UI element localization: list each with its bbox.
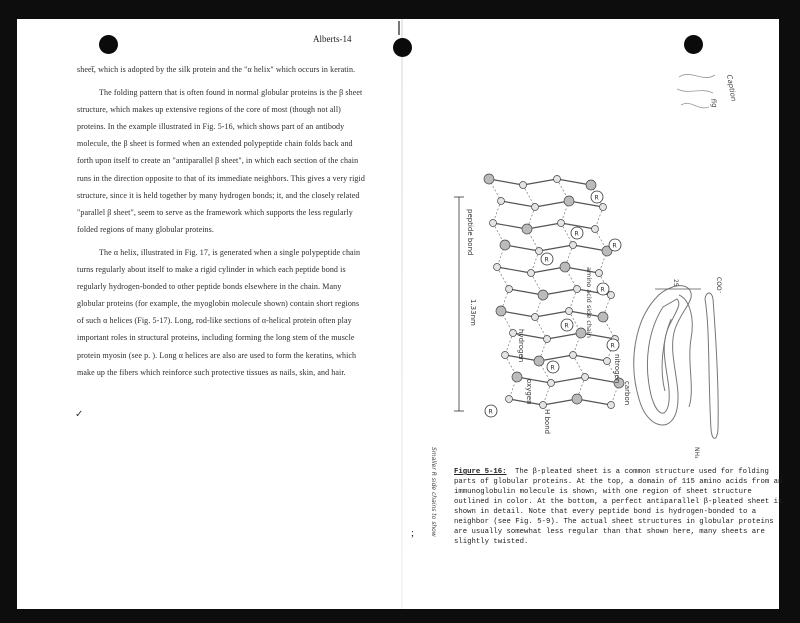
lattice-atom (490, 220, 497, 227)
label-peptide-bond: peptide bond (466, 209, 474, 256)
lattice-bond (551, 377, 585, 383)
lattice-atom (548, 380, 555, 387)
lattice-atom (502, 352, 509, 359)
page-fold (401, 19, 403, 609)
lattice-atom (506, 396, 513, 403)
stray-semicolon: ; (411, 527, 415, 539)
label-length: 1.33nm (469, 299, 477, 326)
lattice-atom (512, 372, 522, 382)
lattice-atom (574, 286, 581, 293)
label-nitrogen: nitrogen (613, 354, 621, 384)
side-chain-label: R (550, 364, 555, 372)
body-text (77, 61, 367, 387)
lattice-atom (536, 248, 543, 255)
punch-hole-right (684, 35, 703, 54)
lattice-atom (564, 196, 574, 206)
lattice-atom (528, 270, 535, 277)
lattice-atom (510, 330, 517, 337)
handwritten-caption: Caption (725, 73, 738, 102)
lattice-atom (570, 242, 577, 249)
label-hydrogen: hydrogen (517, 329, 525, 363)
lattice-atom (576, 328, 586, 338)
label-oxygen: oxygen (525, 379, 533, 405)
lattice-atom (566, 308, 573, 315)
lattice-atom (608, 402, 615, 409)
lattice-bond (573, 355, 607, 361)
protein-ribbon (634, 286, 718, 439)
handwritten-fig: fig (709, 97, 719, 109)
side-chain-label: R (594, 194, 599, 202)
dimension-line (454, 197, 464, 411)
lattice-atom (522, 224, 532, 234)
lattice-atom (560, 262, 570, 272)
lattice-atom (572, 394, 582, 404)
caption-label: Figure 5-16: (454, 468, 507, 476)
lattice-atom (608, 292, 615, 299)
document-page (17, 19, 783, 609)
label-coo: COO⁻ (715, 277, 722, 294)
side-chain-label: R (610, 342, 615, 350)
paragraph-2: The folding pattern that is often found in normal globular proteins is the β sheet structure, which makes up extensive regions of the core of most (though not all) proteins. In the example illustrated in Fig. 5-16, which shows part of an antibody molecule, the β sheet is formed when an extended polypeptide chain folds back and forth upon itself to create an "antiparallel β sheet", in which each section of the chain runs in the direction opposite to that of its immediate neighbors. This gives a very rigid structure, since it is held together by many hydrogen bonds; it, and the closely related "parallel β sheet", seem to serve as the framework which supports the less regularly folded regions of many globular proteins. (77, 88, 365, 234)
page-label: Alberts-14 (313, 34, 352, 44)
lattice-atom (532, 314, 539, 321)
label-carbon: carbon (623, 381, 631, 406)
lattice-atom (484, 174, 494, 184)
punch-hole-left (99, 35, 118, 54)
paragraph-3: The α helix, illustrated in Fig. 17, is generated when a single polypeptide chain turns regularly about itself to make a rigid cylinder in which each peptide bond is regularly hydrogen-bonded to other peptide bonds elsewhere in the chain. Many globular proteins (for example, the myoglobin molecule shown) contain short regions of such α helices (Fig. 5-17). Long, rod-like sections of α-helical protein often play important roles in structural proteins, including forming the long stem of the muscle protein myosin (see p. ). Long α helices are also are used to form the keratins, which make up the fibers which reinforce such protective tissues as nails, skin, and hair. (77, 247, 361, 377)
lattice-atom (534, 356, 544, 366)
figure-caption (454, 467, 784, 547)
lattice-atom (586, 180, 596, 190)
lattice-bond (497, 267, 531, 273)
lattice-atom (570, 352, 577, 359)
label-amino-acid-side-chain: amino acid side chain (585, 267, 593, 338)
lattice-atom (598, 312, 608, 322)
lattice-atom (538, 290, 548, 300)
side-chain-label: R (574, 230, 579, 238)
side-chain-label: R (544, 256, 549, 264)
side-chain-label: R (600, 286, 605, 294)
top-edge-mark (398, 21, 400, 35)
lattice-atom (500, 240, 510, 250)
lattice-atom (532, 204, 539, 211)
label-h-bond: H bond (543, 409, 551, 435)
paragraph-1: sheet̅, which is adopted by the silk protein and the "α helix" which occurs in keratin. (77, 65, 356, 74)
handwritten-margin-note: Smaller R side chains to show (430, 447, 437, 537)
check-mark: ✓ (75, 409, 84, 420)
lattice-atom (506, 286, 513, 293)
side-chain-label: R (564, 322, 569, 330)
lattice-atom (596, 270, 603, 277)
lattice-atom (496, 306, 506, 316)
label-nh3: NH₃ (693, 447, 700, 459)
lattice-atom (520, 182, 527, 189)
lattice-atom (498, 198, 505, 205)
lattice-atom (600, 204, 607, 211)
lattice-bond (535, 311, 569, 317)
lattice-atom (592, 226, 599, 233)
lattice-atom (554, 176, 561, 183)
handwritten-notes-top-right (667, 59, 767, 149)
lattice-bond (501, 201, 535, 207)
lattice-bond (539, 245, 573, 251)
lattice-atom (494, 264, 501, 271)
caption-text: The β-pleated sheet is a common structure used for folding parts of globular proteins. At the top, a domain of 115 amino acids from an immunoglobulin molecule is shown, with one region of sheet structure outlined in color. At the bottom, a perfect antiparallel β-pleated sheet is shown in detail. Note that every peptide bond is hydrogen-bonded to a neighbor (see Fig. 5-9). The actual sheet structures in globular proteins are usually somewhat less regular than that shown here, many sheets are slightly twisted. (454, 468, 783, 546)
lattice-atom (582, 374, 589, 381)
ball-and-stick-model (484, 174, 624, 417)
page-header (313, 34, 613, 44)
lattice-bond (523, 179, 557, 185)
lattice-atom (604, 358, 611, 365)
label-width: 25 (672, 279, 679, 287)
side-chain-label: R (612, 242, 617, 250)
side-chain-label: R (488, 408, 493, 416)
lattice-atom (540, 402, 547, 409)
lattice-atom (544, 336, 551, 343)
lattice-atom (558, 220, 565, 227)
